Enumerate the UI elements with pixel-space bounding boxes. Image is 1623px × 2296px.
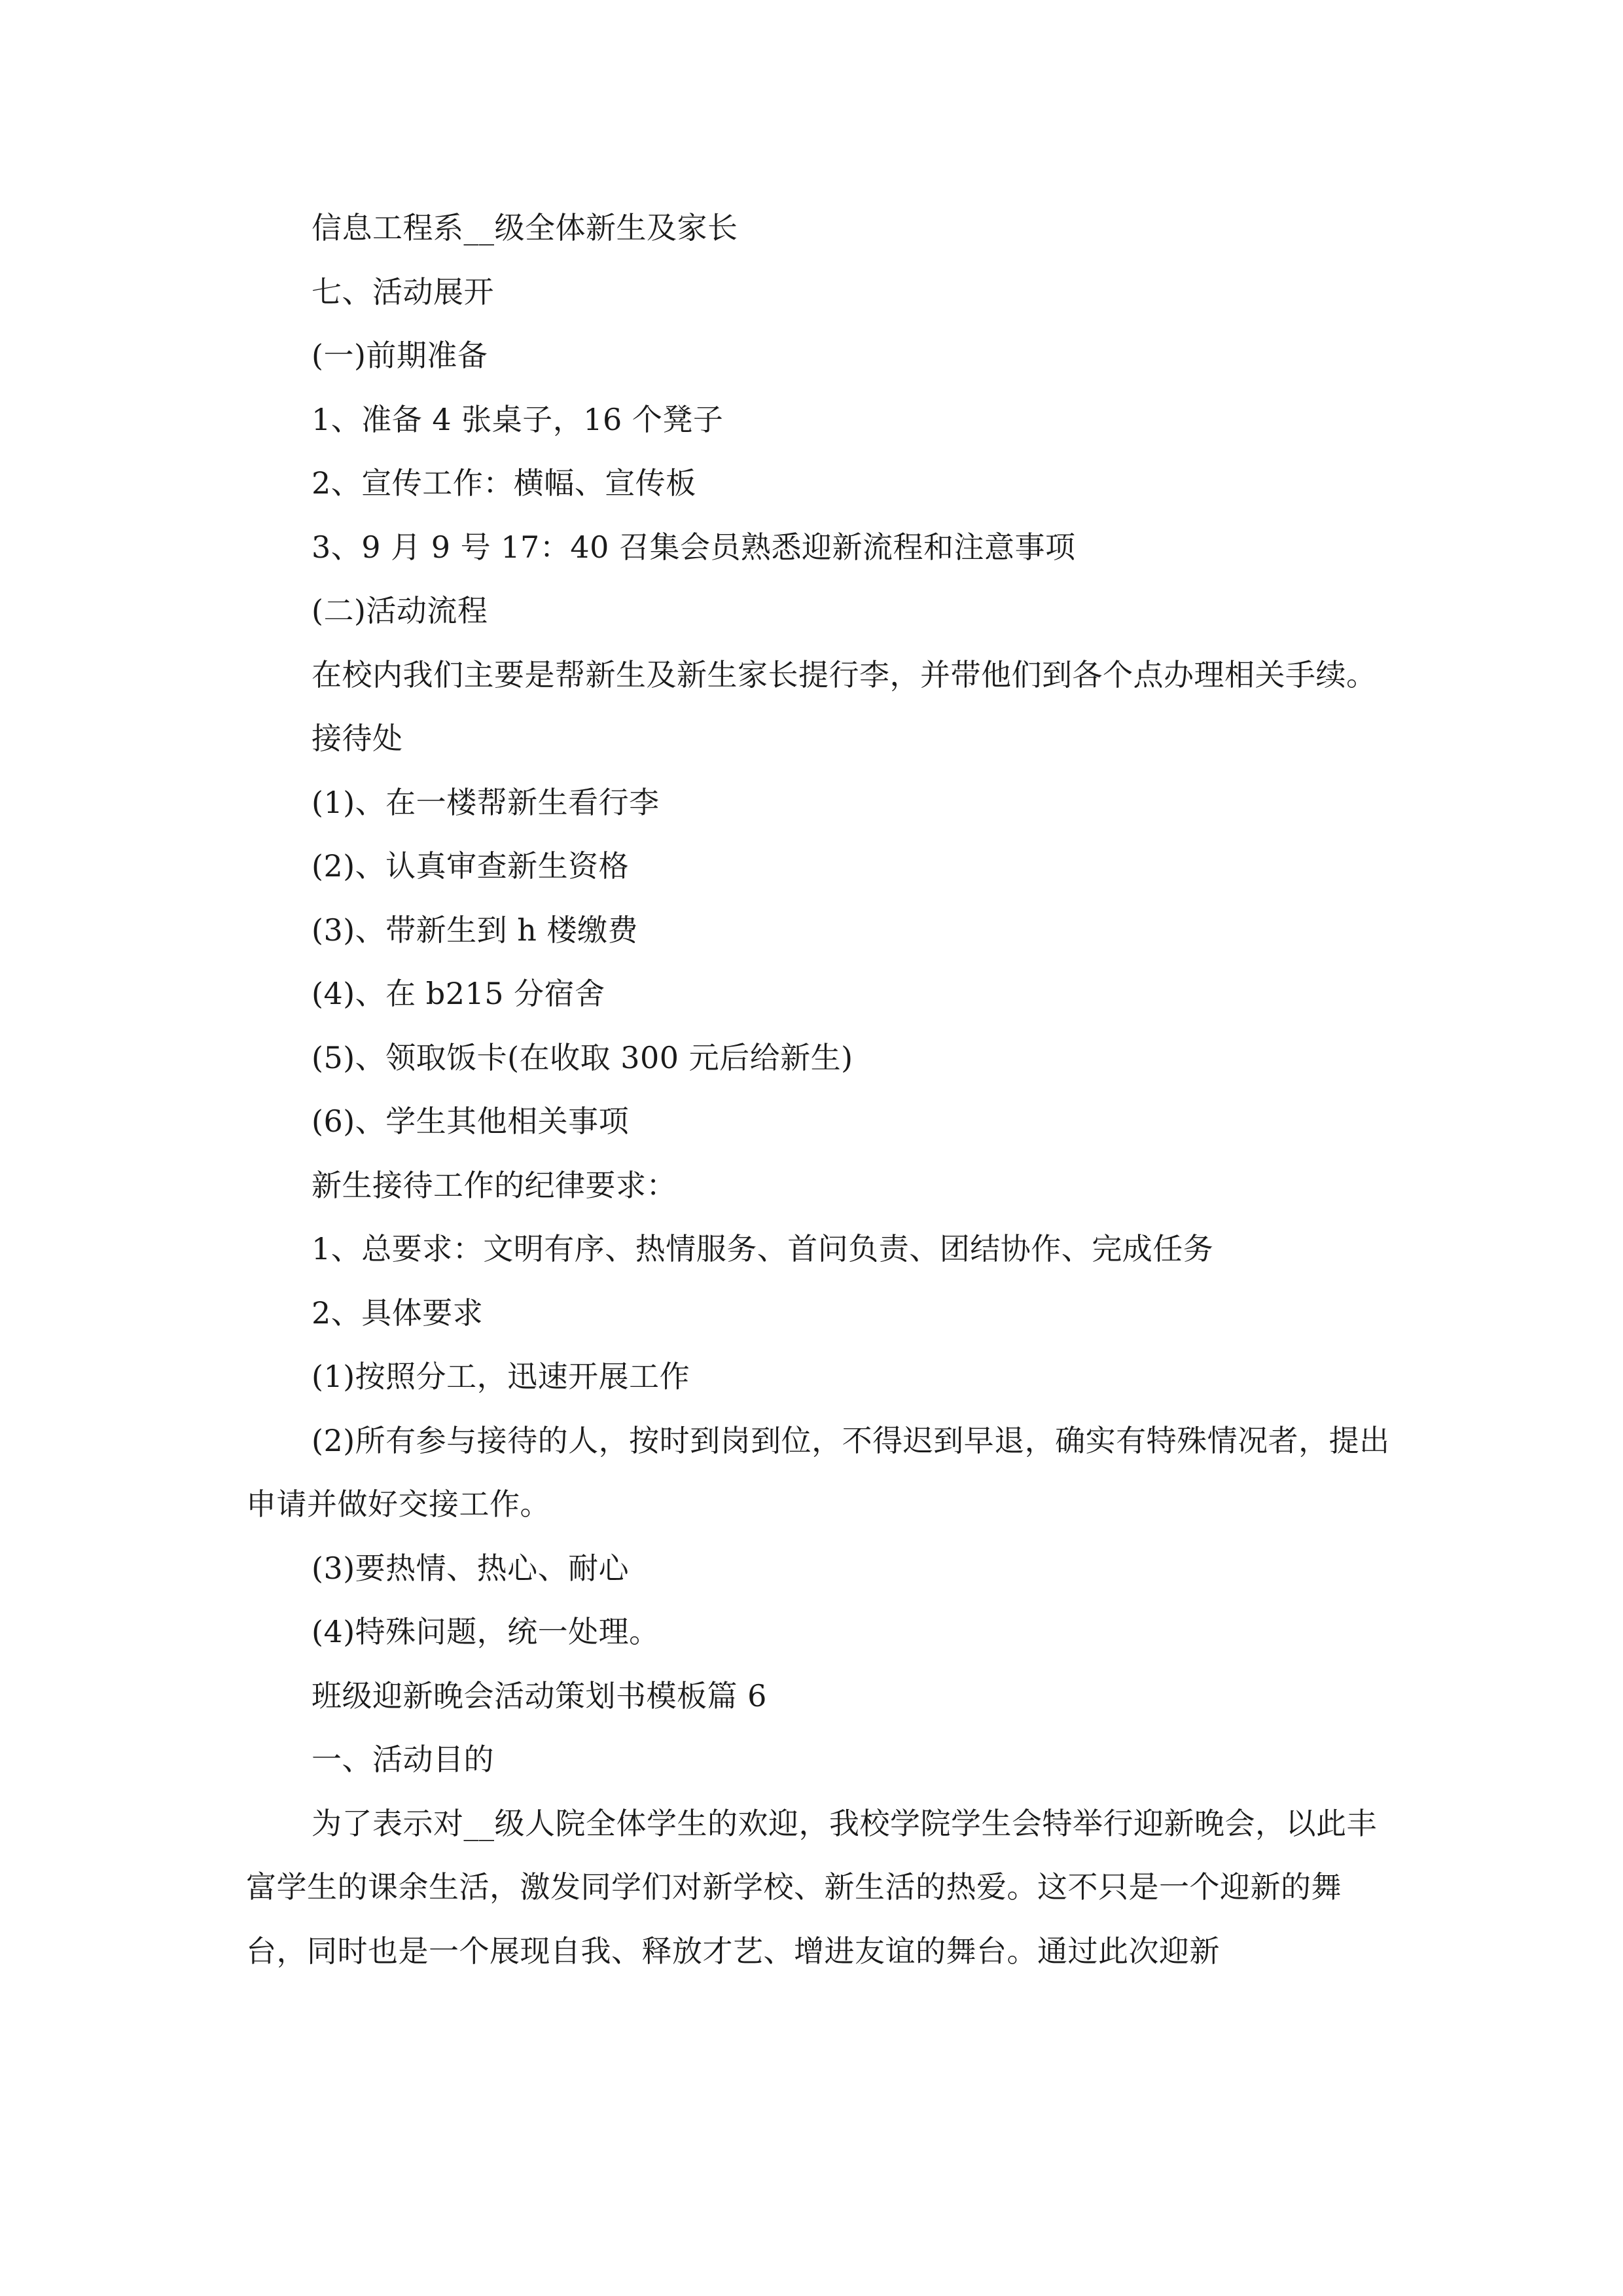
heading-activity-launch: 七、活动展开	[312, 274, 494, 310]
list-item-tables: 1、准备 4 张桌子，16 个凳子	[312, 401, 724, 437]
list-item-general-requirement: 1、总要求：文明有序、热情服务、首问负责、团结协作、完成任务	[312, 1231, 1214, 1266]
list-item-payment: (3)、带新生到 h 楼缴费	[312, 912, 639, 948]
paragraph-audience: 信息工程系__级全体新生及家长	[312, 210, 738, 245]
document-body	[246, 196, 1398, 1983]
list-item-luggage: (1)、在一楼帮新生看行李	[312, 784, 660, 820]
paragraph-purpose: 为了表示对__级人院全体学生的欢迎，我校学院学生会特举行迎新晚会，以此丰富学生的课余生活，激发同学们对新学校、新生活的热爱。这不只是一个迎新的舞台，同时也是一个展现自我、释放才艺、增进友谊的舞台。通过此次迎新	[246, 1805, 1377, 1969]
list-item-punctuality: (2)所有参与接待的人，按时到岗到位，不得迟到早退，确实有特殊情况者，提出申请并做好交接工作。	[246, 1422, 1390, 1522]
list-item-division: (1)按照分工，迅速开展工作	[312, 1359, 690, 1394]
paragraph-campus-help: 在校内我们主要是帮新生及新生家长提行李，并带他们到各个点办理相关手续。	[312, 656, 1377, 692]
subheading-discipline: 新生接待工作的纪律要求：	[312, 1167, 677, 1203]
list-item-special-issues: (4)特殊问题，统一处理。	[312, 1614, 660, 1649]
subheading-reception: 接待处	[312, 721, 403, 756]
list-item-meal-card: (5)、领取饭卡(在收取 300 元后给新生)	[312, 1039, 853, 1075]
list-item-other: (6)、学生其他相关事项	[312, 1103, 630, 1139]
list-item-enthusiasm: (3)要热情、热心、耐心	[312, 1550, 630, 1586]
list-item-dorm: (4)、在 b215 分宿舍	[312, 976, 605, 1011]
list-item-publicity: 2、宣传工作：横幅、宣传板	[312, 465, 696, 501]
section-title-template-6: 班级迎新晚会活动策划书模板篇 6	[312, 1677, 767, 1713]
subheading-process: (二)活动流程	[312, 593, 488, 628]
list-item-specific-requirement: 2、具体要求	[312, 1295, 484, 1331]
list-item-meeting: 3、9 月 9 号 17：40 召集会员熟悉迎新流程和注意事项	[312, 529, 1076, 565]
subheading-preparation: (一)前期准备	[312, 338, 488, 373]
list-item-qualification: (2)、认真审查新生资格	[312, 848, 630, 884]
heading-activity-purpose: 一、活动目的	[312, 1742, 494, 1777]
